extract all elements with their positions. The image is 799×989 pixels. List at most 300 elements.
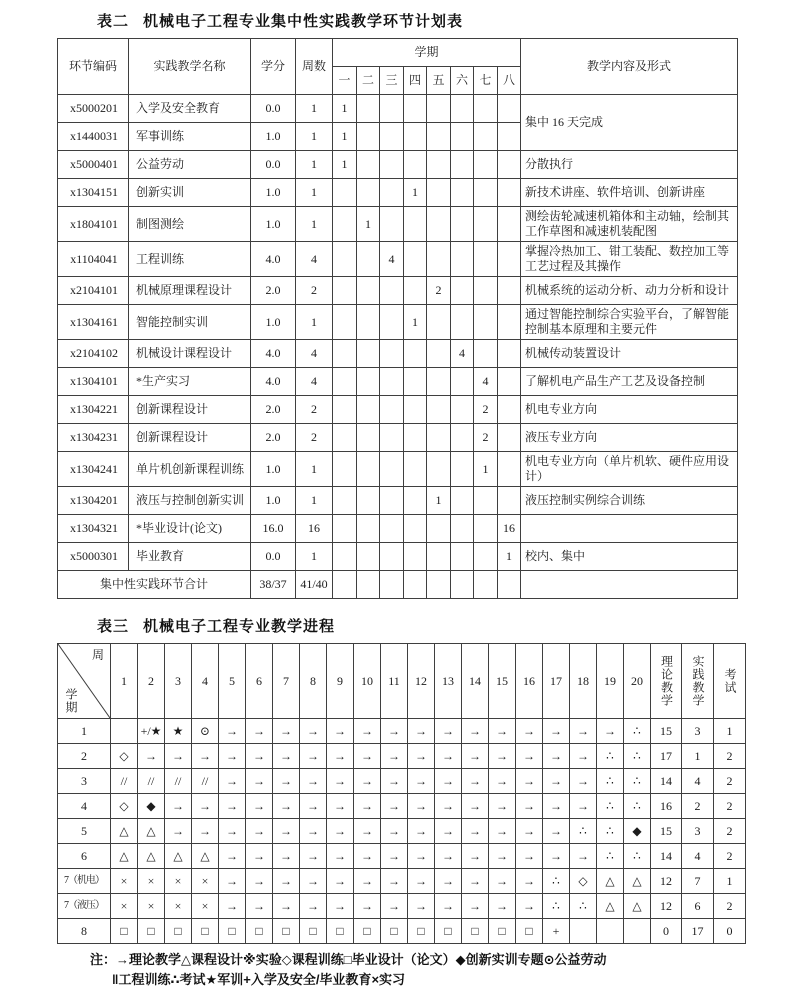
exam-weeks-cell: 2 bbox=[714, 819, 746, 844]
col-header-content: 教学内容及形式 bbox=[521, 39, 738, 95]
schedule-symbol-cell: → bbox=[246, 869, 273, 894]
semester-cell bbox=[451, 242, 474, 277]
semester-cell: 2 bbox=[474, 396, 498, 424]
semester-cell bbox=[451, 571, 474, 599]
credits-cell: 4.0 bbox=[251, 340, 296, 368]
credits-cell: 4.0 bbox=[251, 368, 296, 396]
schedule-symbol-cell: → bbox=[273, 819, 300, 844]
schedule-symbol-cell bbox=[570, 919, 597, 944]
schedule-symbol-cell: → bbox=[354, 844, 381, 869]
semester-cell bbox=[380, 277, 404, 305]
schedule-symbol-cell: ∴ bbox=[624, 719, 651, 744]
legend-label: 课程设计 bbox=[191, 952, 243, 967]
course-name-cell: 创新实训 bbox=[129, 179, 251, 207]
schedule-symbol-cell: → bbox=[273, 794, 300, 819]
legend-item bbox=[206, 972, 244, 987]
week-column-header: 7 bbox=[273, 644, 300, 719]
schedule-symbol-cell: → bbox=[516, 744, 543, 769]
semester-cell bbox=[451, 151, 474, 179]
semester-cell bbox=[498, 151, 521, 179]
schedule-symbol-cell: △ bbox=[165, 844, 192, 869]
schedule-symbol-cell: ★ bbox=[165, 719, 192, 744]
schedule-symbol-cell: △ bbox=[192, 844, 219, 869]
semester-cell bbox=[404, 368, 427, 396]
semester-cell bbox=[380, 424, 404, 452]
schedule-symbol-cell: ∴ bbox=[597, 819, 624, 844]
schedule-symbol-cell: □ bbox=[489, 919, 516, 944]
schedule-symbol-cell: △ bbox=[624, 869, 651, 894]
course-code-cell: x1304161 bbox=[58, 305, 129, 340]
table-row bbox=[58, 543, 738, 571]
schedule-symbol-cell: → bbox=[435, 869, 462, 894]
schedule-symbol-cell: → bbox=[570, 844, 597, 869]
schedule-symbol-cell: □ bbox=[327, 919, 354, 944]
col-header-exam: 考试 bbox=[714, 644, 746, 719]
practice-weeks-cell: 6 bbox=[682, 894, 714, 919]
course-name-cell: 创新课程设计 bbox=[129, 424, 251, 452]
semester-cell bbox=[474, 179, 498, 207]
semester-cell bbox=[474, 207, 498, 242]
semester-cell bbox=[451, 487, 474, 515]
schedule-symbol-cell: → bbox=[219, 894, 246, 919]
week-column-header: 10 bbox=[354, 644, 381, 719]
weeks-cell: 2 bbox=[296, 277, 333, 305]
legend-line-2 bbox=[90, 970, 799, 989]
schedule-symbol-cell: ∴ bbox=[624, 769, 651, 794]
schedule-symbol-cell: → bbox=[273, 719, 300, 744]
schedule-symbol-cell: → bbox=[381, 819, 408, 844]
course-code-cell: x2104102 bbox=[58, 340, 129, 368]
table3-title-number: 表三 bbox=[97, 619, 129, 635]
semester-cell: 1 bbox=[333, 95, 357, 123]
semester-cell: 4 bbox=[451, 340, 474, 368]
table2-header-row bbox=[58, 39, 738, 67]
week-column-header: 4 bbox=[192, 644, 219, 719]
col-header-weeks: 周数 bbox=[296, 39, 333, 95]
semester-cell bbox=[498, 179, 521, 207]
schedule-symbol-cell: → bbox=[462, 869, 489, 894]
semester-cell bbox=[380, 368, 404, 396]
schedule-symbol-cell: □ bbox=[462, 919, 489, 944]
schedule-symbol-cell: □ bbox=[300, 919, 327, 944]
schedule-symbol-cell: □ bbox=[219, 919, 246, 944]
semester-column-header: 五 bbox=[427, 67, 451, 95]
content-cell: 集中 16 天完成 bbox=[521, 95, 738, 151]
schedule-symbol-cell bbox=[624, 919, 651, 944]
weeks-cell: 2 bbox=[296, 424, 333, 452]
theory-weeks-cell: 0 bbox=[651, 919, 682, 944]
semester-column-header: 六 bbox=[451, 67, 474, 95]
semester-cell bbox=[357, 452, 380, 487]
schedule-table bbox=[57, 643, 746, 944]
week-column-header: 17 bbox=[543, 644, 570, 719]
semester-cell bbox=[404, 95, 427, 123]
schedule-symbol-cell: + bbox=[543, 919, 570, 944]
schedule-row bbox=[58, 719, 746, 744]
schedule-symbol-cell: → bbox=[435, 844, 462, 869]
schedule-symbol-cell: △ bbox=[111, 844, 138, 869]
schedule-symbol-cell: → bbox=[354, 744, 381, 769]
week-column-header: 12 bbox=[408, 644, 435, 719]
schedule-symbol-cell: → bbox=[273, 869, 300, 894]
semester-cell bbox=[498, 277, 521, 305]
semester-cell bbox=[498, 368, 521, 396]
schedule-symbol-cell: +/★ bbox=[138, 719, 165, 744]
semester-cell bbox=[427, 368, 451, 396]
schedule-symbol-cell: □ bbox=[273, 919, 300, 944]
semester-cell: 1 bbox=[474, 452, 498, 487]
schedule-row bbox=[58, 794, 746, 819]
course-name-cell: *毕业设计(论文) bbox=[129, 515, 251, 543]
schedule-symbol-cell: → bbox=[381, 894, 408, 919]
schedule-symbol-cell: → bbox=[516, 794, 543, 819]
semester-cell bbox=[404, 543, 427, 571]
total-label-cell: 集中性实践环节合计 bbox=[58, 571, 251, 599]
schedule-symbol-cell: → bbox=[192, 744, 219, 769]
table3-title-text: 机械电子工程专业教学进程 bbox=[143, 619, 335, 635]
content-cell: 分散执行 bbox=[521, 151, 738, 179]
schedule-symbol-cell: → bbox=[516, 769, 543, 794]
schedule-symbol-cell: → bbox=[462, 744, 489, 769]
semester-cell bbox=[357, 123, 380, 151]
schedule-symbol-cell: // bbox=[111, 769, 138, 794]
weeks-cell: 4 bbox=[296, 368, 333, 396]
semester-cell: 1 bbox=[333, 151, 357, 179]
week-column-header: 2 bbox=[138, 644, 165, 719]
semester-cell bbox=[427, 179, 451, 207]
schedule-symbol-cell: → bbox=[462, 894, 489, 919]
semester-row-label: 7（液压） bbox=[58, 894, 111, 919]
schedule-symbol-cell: → bbox=[138, 744, 165, 769]
semester-cell bbox=[357, 340, 380, 368]
legend-item bbox=[344, 952, 456, 967]
schedule-symbol-cell: ∴ bbox=[624, 844, 651, 869]
weeks-cell: 1 bbox=[296, 543, 333, 571]
week-column-header: 5 bbox=[219, 644, 246, 719]
exam-weeks-cell: 2 bbox=[714, 744, 746, 769]
semester-cell bbox=[427, 151, 451, 179]
course-code-cell: x1104041 bbox=[58, 242, 129, 277]
schedule-symbol-cell: → bbox=[516, 869, 543, 894]
semester-cell bbox=[498, 242, 521, 277]
credits-cell: 2.0 bbox=[251, 277, 296, 305]
semester-cell bbox=[427, 571, 451, 599]
weeks-cell: 1 bbox=[296, 151, 333, 179]
schedule-symbol-cell: → bbox=[219, 869, 246, 894]
schedule-symbol-cell: ◆ bbox=[138, 794, 165, 819]
schedule-symbol-cell: → bbox=[381, 844, 408, 869]
semester-cell bbox=[474, 305, 498, 340]
semester-cell bbox=[498, 340, 521, 368]
schedule-symbol-cell: □ bbox=[246, 919, 273, 944]
practice-weeks-cell: 2 bbox=[682, 794, 714, 819]
schedule-symbol-cell: → bbox=[246, 844, 273, 869]
semester-cell bbox=[380, 151, 404, 179]
week-column-header: 3 bbox=[165, 644, 192, 719]
legend-label: 课程训练 bbox=[292, 952, 344, 967]
schedule-symbol-cell: → bbox=[354, 894, 381, 919]
legend-item bbox=[170, 972, 205, 987]
schedule-symbol-cell: → bbox=[435, 769, 462, 794]
semester-column-header: 三 bbox=[380, 67, 404, 95]
schedule-symbol-cell: □ bbox=[138, 919, 165, 944]
semester-cell bbox=[474, 543, 498, 571]
legend-item bbox=[243, 952, 282, 967]
schedule-symbol-cell: → bbox=[354, 719, 381, 744]
exam-weeks-cell: 2 bbox=[714, 894, 746, 919]
semester-cell bbox=[451, 368, 474, 396]
legend-item bbox=[243, 972, 371, 987]
theory-weeks-cell: 14 bbox=[651, 844, 682, 869]
table-row bbox=[58, 424, 738, 452]
credits-cell: 1.0 bbox=[251, 207, 296, 242]
semester-cell bbox=[357, 151, 380, 179]
course-code-cell: x1304201 bbox=[58, 487, 129, 515]
semester-cell bbox=[333, 396, 357, 424]
semester-cell bbox=[333, 207, 357, 242]
schedule-symbol-cell: ◇ bbox=[570, 869, 597, 894]
practice-weeks-cell: 1 bbox=[682, 744, 714, 769]
semester-cell bbox=[427, 123, 451, 151]
schedule-symbol-cell: □ bbox=[408, 919, 435, 944]
weeks-cell: 1 bbox=[296, 179, 333, 207]
schedule-symbol-cell: → bbox=[327, 719, 354, 744]
practice-weeks-cell: 17 bbox=[682, 919, 714, 944]
exam-weeks-cell: 1 bbox=[714, 719, 746, 744]
semester-row-label: 8 bbox=[58, 919, 111, 944]
semester-cell bbox=[427, 515, 451, 543]
semester-cell bbox=[498, 571, 521, 599]
legend-symbol-icon: ★ bbox=[206, 972, 218, 987]
semester-cell bbox=[380, 123, 404, 151]
credits-cell: 16.0 bbox=[251, 515, 296, 543]
legend-symbol-icon: ※ bbox=[243, 952, 256, 967]
legend-label: 军训 bbox=[217, 972, 243, 987]
content-cell: 了解机电产品生产工艺及设备控制 bbox=[521, 368, 738, 396]
legend-item bbox=[116, 952, 181, 967]
semester-column-header: 七 bbox=[474, 67, 498, 95]
schedule-symbol-cell: → bbox=[246, 769, 273, 794]
schedule-symbol-cell bbox=[111, 719, 138, 744]
content-cell: 新技术讲座、软件培训、创新讲座 bbox=[521, 179, 738, 207]
semester-cell bbox=[404, 151, 427, 179]
semester-cell bbox=[474, 151, 498, 179]
schedule-symbol-cell: → bbox=[435, 744, 462, 769]
weeks-cell: 4 bbox=[296, 242, 333, 277]
schedule-symbol-cell: → bbox=[219, 769, 246, 794]
semester-cell bbox=[451, 179, 474, 207]
course-name-cell: 液压与控制创新实训 bbox=[129, 487, 251, 515]
semester-cell bbox=[380, 305, 404, 340]
legend-label: 入学及安全/毕业教育 bbox=[251, 972, 372, 987]
schedule-symbol-cell: ∴ bbox=[543, 869, 570, 894]
semester-cell bbox=[404, 452, 427, 487]
schedule-symbol-cell: → bbox=[489, 894, 516, 919]
content-cell: 液压专业方向 bbox=[521, 424, 738, 452]
schedule-symbol-cell: → bbox=[489, 794, 516, 819]
table-row bbox=[58, 95, 738, 123]
schedule-symbol-cell: △ bbox=[138, 844, 165, 869]
schedule-symbol-cell: → bbox=[543, 744, 570, 769]
semester-cell bbox=[333, 242, 357, 277]
course-name-cell: *生产实习 bbox=[129, 368, 251, 396]
course-name-cell: 制图测绘 bbox=[129, 207, 251, 242]
schedule-symbol-cell: → bbox=[570, 794, 597, 819]
schedule-symbol-cell: ∴ bbox=[624, 744, 651, 769]
practice-weeks-cell: 3 bbox=[682, 719, 714, 744]
course-name-cell: 单片机创新课程训练 bbox=[129, 452, 251, 487]
semester-cell: 1 bbox=[404, 179, 427, 207]
course-name-cell: 毕业教育 bbox=[129, 543, 251, 571]
content-cell: 测绘齿轮减速机箱体和主动轴，绘制其工作草图和减速机装配图 bbox=[521, 207, 738, 242]
semester-column-header: 四 bbox=[404, 67, 427, 95]
legend-symbol-icon: ∴ bbox=[170, 972, 179, 987]
weeks-cell: 4 bbox=[296, 340, 333, 368]
semester-cell bbox=[474, 515, 498, 543]
schedule-symbol-cell: △ bbox=[597, 869, 624, 894]
schedule-row bbox=[58, 769, 746, 794]
semester-cell bbox=[357, 179, 380, 207]
legend-note bbox=[90, 950, 799, 989]
schedule-symbol-cell: → bbox=[489, 769, 516, 794]
semester-cell: 4 bbox=[380, 242, 404, 277]
semester-row-label: 3 bbox=[58, 769, 111, 794]
semester-cell: 1 bbox=[357, 207, 380, 242]
semester-cell bbox=[333, 452, 357, 487]
theory-weeks-cell: 12 bbox=[651, 894, 682, 919]
week-column-header: 11 bbox=[381, 644, 408, 719]
schedule-symbol-cell: // bbox=[138, 769, 165, 794]
table-row bbox=[58, 179, 738, 207]
schedule-symbol-cell: → bbox=[300, 719, 327, 744]
legend-symbol-icon: → bbox=[116, 952, 129, 967]
theory-weeks-cell: 17 bbox=[651, 744, 682, 769]
schedule-row bbox=[58, 819, 746, 844]
semester-cell: 1 bbox=[333, 123, 357, 151]
table2-title-text: 机械电子工程专业集中性实践教学环节计划表 bbox=[143, 14, 463, 30]
semester-cell: 1 bbox=[404, 305, 427, 340]
theory-weeks-cell: 14 bbox=[651, 769, 682, 794]
schedule-symbol-cell: □ bbox=[516, 919, 543, 944]
semester-cell bbox=[333, 305, 357, 340]
credits-cell: 0.0 bbox=[251, 543, 296, 571]
schedule-symbol-cell: → bbox=[435, 894, 462, 919]
schedule-symbol-cell: ∴ bbox=[543, 894, 570, 919]
content-cell: 机电专业方向 bbox=[521, 396, 738, 424]
legend-label: 公益劳动 bbox=[555, 952, 607, 967]
total-weeks-cell: 41/40 bbox=[296, 571, 333, 599]
schedule-symbol-cell: □ bbox=[165, 919, 192, 944]
table2-title bbox=[97, 10, 799, 31]
content-cell: 机械系统的运动分析、动力分析和设计 bbox=[521, 277, 738, 305]
schedule-symbol-cell: → bbox=[300, 869, 327, 894]
semester-cell: 1 bbox=[498, 543, 521, 571]
schedule-symbol-cell: → bbox=[597, 719, 624, 744]
schedule-symbol-cell: × bbox=[192, 894, 219, 919]
legend-symbol-icon: ◇ bbox=[282, 952, 292, 967]
schedule-symbol-cell: → bbox=[219, 819, 246, 844]
schedule-symbol-cell: ◇ bbox=[111, 794, 138, 819]
schedule-symbol-cell: △ bbox=[138, 819, 165, 844]
content-cell: 液压控制实例综合训练 bbox=[521, 487, 738, 515]
practice-weeks-cell: 4 bbox=[682, 769, 714, 794]
schedule-symbol-cell: // bbox=[165, 769, 192, 794]
schedule-symbol-cell bbox=[597, 919, 624, 944]
legend-label: 考试 bbox=[180, 972, 206, 987]
table-row bbox=[58, 452, 738, 487]
legend-symbol-icon: □ bbox=[344, 952, 352, 967]
semester-cell bbox=[380, 207, 404, 242]
semester-cell bbox=[333, 424, 357, 452]
semester-cell bbox=[451, 207, 474, 242]
schedule-symbol-cell: // bbox=[192, 769, 219, 794]
schedule-symbol-cell: → bbox=[246, 894, 273, 919]
schedule-symbol-cell: ∴ bbox=[597, 844, 624, 869]
semester-cell bbox=[498, 452, 521, 487]
table-row bbox=[58, 368, 738, 396]
exam-weeks-cell: 0 bbox=[714, 919, 746, 944]
schedule-symbol-cell: → bbox=[219, 844, 246, 869]
schedule-symbol-cell: → bbox=[246, 819, 273, 844]
legend-symbol-icon: ◆ bbox=[456, 952, 466, 967]
table3-header-row bbox=[58, 644, 746, 719]
schedule-symbol-cell: → bbox=[489, 844, 516, 869]
schedule-symbol-cell: △ bbox=[624, 894, 651, 919]
schedule-symbol-cell: → bbox=[246, 744, 273, 769]
course-code-cell: x1440031 bbox=[58, 123, 129, 151]
semester-cell bbox=[333, 340, 357, 368]
semester-cell bbox=[404, 123, 427, 151]
credits-cell: 4.0 bbox=[251, 242, 296, 277]
schedule-symbol-cell: ∴ bbox=[624, 794, 651, 819]
semester-cell bbox=[380, 179, 404, 207]
schedule-symbol-cell: → bbox=[462, 719, 489, 744]
semester-cell: 1 bbox=[427, 487, 451, 515]
schedule-symbol-cell: → bbox=[327, 819, 354, 844]
table-row bbox=[58, 242, 738, 277]
semester-cell bbox=[427, 543, 451, 571]
week-column-header: 19 bbox=[597, 644, 624, 719]
semester-cell bbox=[427, 340, 451, 368]
schedule-symbol-cell: → bbox=[354, 769, 381, 794]
schedule-symbol-cell: → bbox=[381, 869, 408, 894]
course-name-cell: 机械设计课程设计 bbox=[129, 340, 251, 368]
weeks-cell: 1 bbox=[296, 452, 333, 487]
col-header-name: 实践教学名称 bbox=[129, 39, 251, 95]
exam-weeks-cell: 2 bbox=[714, 844, 746, 869]
schedule-symbol-cell: → bbox=[192, 794, 219, 819]
schedule-symbol-cell: × bbox=[138, 869, 165, 894]
semester-row-label: 2 bbox=[58, 744, 111, 769]
semester-cell bbox=[404, 242, 427, 277]
schedule-symbol-cell: → bbox=[246, 719, 273, 744]
course-name-cell: 军事训练 bbox=[129, 123, 251, 151]
semester-cell bbox=[357, 396, 380, 424]
course-code-cell: x5000301 bbox=[58, 543, 129, 571]
course-code-cell: x1304151 bbox=[58, 179, 129, 207]
course-code-cell: x1304221 bbox=[58, 396, 129, 424]
credits-cell: 1.0 bbox=[251, 452, 296, 487]
semester-cell bbox=[498, 207, 521, 242]
schedule-symbol-cell: ∴ bbox=[597, 794, 624, 819]
schedule-symbol-cell: → bbox=[516, 719, 543, 744]
semester-cell bbox=[474, 340, 498, 368]
schedule-symbol-cell: → bbox=[273, 894, 300, 919]
legend-symbol-icon: △ bbox=[181, 952, 191, 967]
legend-item bbox=[456, 952, 544, 967]
schedule-symbol-cell: → bbox=[543, 794, 570, 819]
legend-symbol-icon: ‖ bbox=[112, 972, 118, 987]
